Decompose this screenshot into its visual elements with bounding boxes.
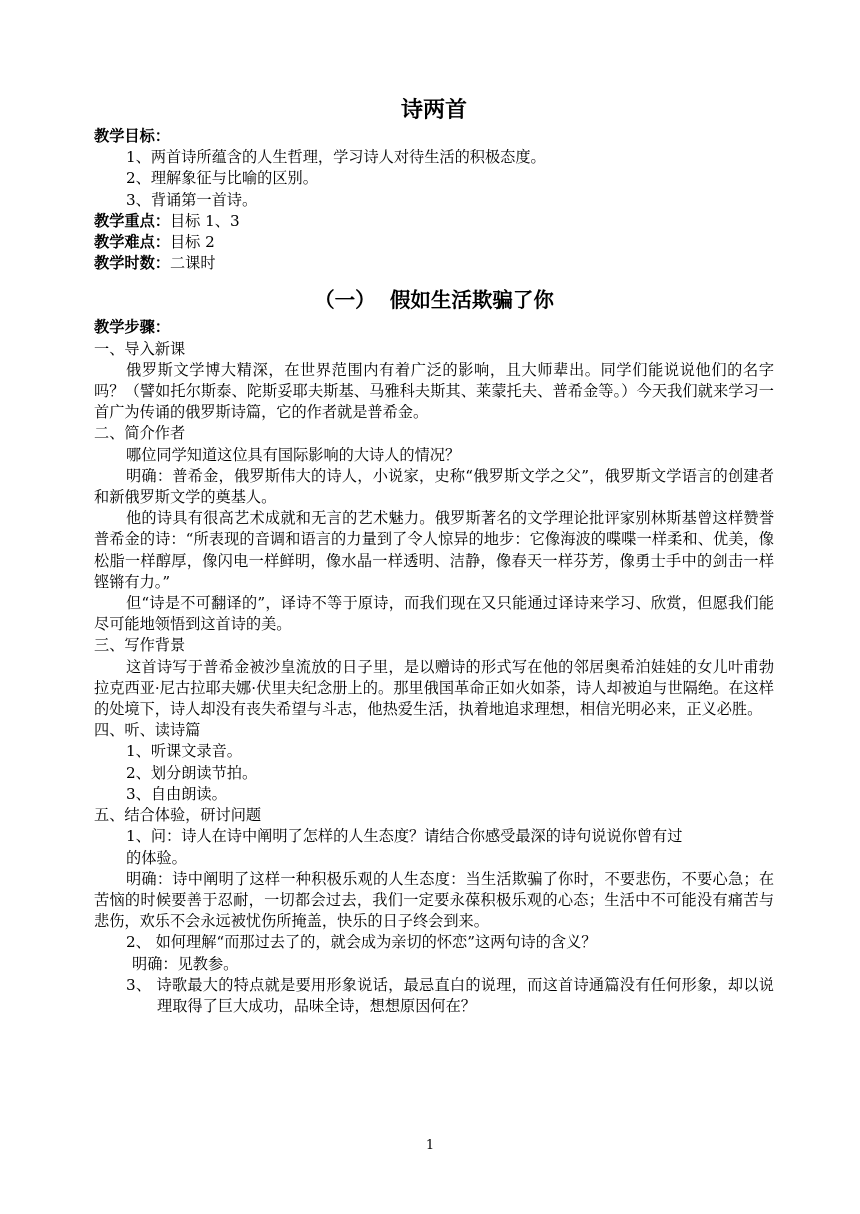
question-2: 2、 如何理解“而那过去了的，就会成为亲切的怀恋”这两句诗的含义？ bbox=[126, 933, 597, 952]
objectives-heading bbox=[94, 126, 774, 147]
question-1-line-2: 的体验。 bbox=[126, 848, 187, 867]
difficulty-value: 目标 2 bbox=[169, 233, 215, 252]
author-answer: 明确：普希金，俄罗斯伟大的诗人，小说家，史称“俄罗斯文学之父”，俄罗斯文学语言的创建者和新俄罗斯文学的奠基人。 bbox=[94, 466, 774, 507]
question-3: 3、 诗歌最大的特点就是要用形象说话，最忌直白的说理，而这首诗通篇没有任何形象，却以说理取得了巨大成功，品味全诗，想想原因何在？ bbox=[126, 975, 774, 1015]
hours-row bbox=[94, 253, 774, 274]
objective-item: 1、两首诗所蕴含的人生哲理，学习诗人对待生活的积极态度。 bbox=[126, 148, 546, 167]
reading-item: 2、划分朗读节拍。 bbox=[126, 763, 258, 782]
objectives-label: 教学目标： bbox=[94, 127, 170, 145]
section-title: （一） 假如生活欺骗了你 bbox=[314, 288, 554, 313]
translation-paragraph: 但“诗是不可翻译的”，译诗不等于原诗，而我们现在又只能通过译诗来学习、欣赏，但愿我们能尽可能地领悟到这首诗的美。 bbox=[94, 594, 774, 634]
key-points-value: 目标 1、3 bbox=[169, 211, 240, 230]
reading-item: 1、听课文录音。 bbox=[126, 742, 242, 761]
step-heading-reading: 四、听、读诗篇 bbox=[94, 721, 201, 740]
author-question: 哪位同学知道这位具有国际影响的大诗人的情况？ bbox=[126, 445, 461, 464]
step-heading-background: 三、写作背景 bbox=[94, 636, 186, 655]
step-heading-author: 二、简介作者 bbox=[94, 424, 186, 443]
author-art-paragraph: 他的诗具有很高艺术成就和无言的艺术魅力。俄罗斯著名的文学理论批评家别林斯基曾这样赞誉普希金的诗：“所表现的音调和语言的力量到了令人惊异的地步：它像海波的喋喋一样柔和、优美，像松脂一样醇厚，像闪电一样鲜明，像水晶一样透明、洁静，像春天一样芬芳，像勇士手中的剑击一样铿锵有力。” bbox=[94, 509, 774, 591]
page-title: 诗两首 bbox=[400, 98, 467, 123]
objective-item: 3、背诵第一首诗。 bbox=[126, 190, 258, 209]
steps-label: 教学步骤： bbox=[94, 318, 170, 337]
reading-item: 3、自由朗读。 bbox=[126, 784, 227, 803]
difficulty-label: 教学难点： bbox=[94, 233, 170, 252]
page-number: 1 bbox=[425, 1138, 435, 1153]
answer-1-paragraph: 明确：诗中阐明了这样一种积极乐观的人生态度：当生活欺骗了你时，不要悲伤，不要心急；在苦恼的时候要善于忍耐，一切都会过去，我们一定要永葆积极乐观的心态；生活中不可能没有痛苦与悲伤，欢乐不会永远被忧伤所掩盖，快乐的日子终会到来。 bbox=[94, 869, 774, 931]
objective-item: 2、理解象征与比喻的区别。 bbox=[126, 169, 318, 188]
key-points-label: 教学重点： bbox=[94, 211, 170, 230]
hours-value: 二课时 bbox=[169, 254, 216, 273]
difficulty-row bbox=[94, 232, 774, 253]
background-paragraph: 这首诗写于普希金被沙皇流放的日子里，是以赠诗的形式写在他的邻居奥希泊娃娃的女儿叶甫勃拉克西亚·尼古拉耶夫娜·伏里夫纪念册上的。那里俄国革命正如火如荼，诗人却被迫与世隔绝。在这样的处境下，诗人却没有丧失希望与斗志，他热爱生活，执着地追求理想，相信光明必来，正义必胜。 bbox=[94, 657, 774, 719]
hours-label: 教学时数： bbox=[94, 254, 170, 273]
document-body bbox=[94, 96, 774, 1017]
key-points-row bbox=[94, 211, 774, 232]
intro-paragraph: 俄罗斯文学博大精深，在世界范围内有着广泛的影响，且大师辈出。同学们能说说他们的名字吗？（譬如托尔斯泰、陀斯妥耶夫斯基、马雅科夫斯其、莱蒙托夫、普希金等。）今天我们就来学习一首广为传诵的俄罗斯诗篇，它的作者就是普希金。 bbox=[94, 360, 774, 422]
step-heading-discussion: 五、结合体验，研讨问题 bbox=[94, 806, 262, 825]
answer-2: 明确：见教参。 bbox=[132, 954, 239, 973]
question-1-line-1: 1、问：诗人在诗中阐明了怎样的人生态度？请结合你感受最深的诗句说说你曾有过 bbox=[126, 827, 683, 846]
step-heading-intro: 一、导入新课 bbox=[94, 339, 186, 358]
